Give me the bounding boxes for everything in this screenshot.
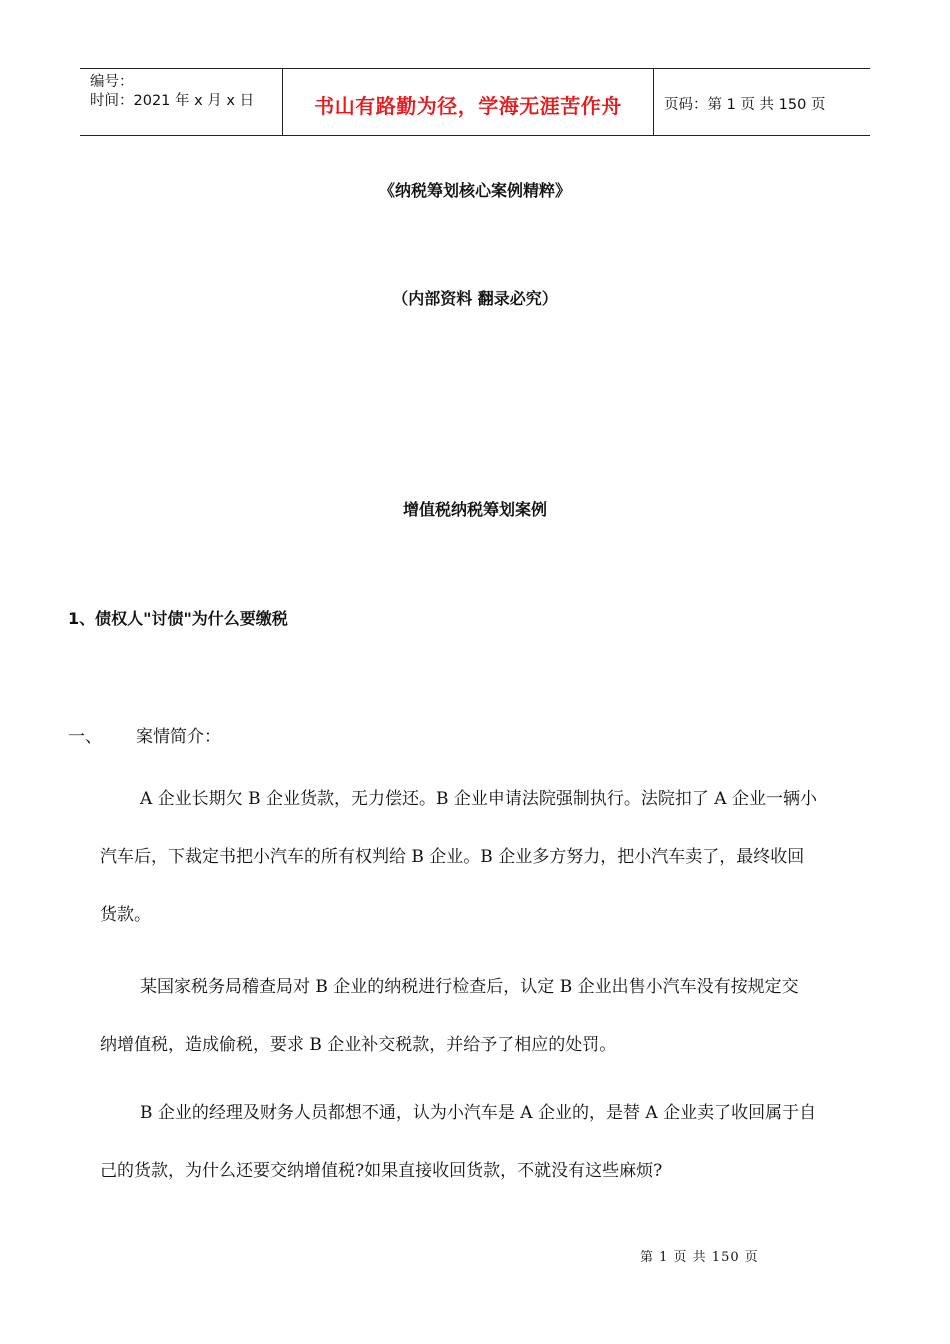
section-heading [68,722,221,747]
header-meta-cell [80,69,282,135]
motto-cell [282,69,654,135]
motto-text: 书山有路勤为径，学海无涯苦作舟 [314,93,622,118]
paragraph [100,958,884,1074]
section-title: 案情简介： [136,727,221,747]
section-number: 一、 [68,727,102,747]
paragraph-line: A 企业长期欠 B 企业货款，无力偿还。B 企业申请法院强制执行。法院扣了 A 企业一辆小 [140,789,817,809]
case-title: 1、债权人"讨债"为什么要缴税 [68,609,288,628]
page-number-cell [654,69,870,135]
document-subtitle: （内部资料 翻录必究） [392,289,558,308]
paragraph-line: 某国家税务局稽查局对 B 企业的纳税进行检查后，认定 B 企业出售小汽车没有按规定交 [140,977,799,997]
paragraph-line: 货款。 [100,905,151,925]
header-table [80,68,870,136]
paragraph-line: 汽车后，下裁定书把小汽车的所有权判给 B 企业。B 企业多方努力，把小汽车卖了，最终收回 [100,847,805,867]
paragraph-line: B 企业的经理及财务人员都想不通，认为小汽车是 A 企业的，是替 A 企业卖了收回属于自 [140,1103,817,1123]
page-label: 页码：第 1 页 共 150 页 [664,96,826,113]
time-label: 时间：2021 年 x 月 x 日 [90,93,255,109]
paragraph-line: 纳增值税，造成偷税，要求 B 企业补交税款，并给予了相应的处罚。 [100,1035,617,1055]
paragraph [100,1084,884,1200]
document-title: 《纳税筹划核心案例精粹》 [378,181,571,200]
paragraph-line: 己的货款，为什么还要交纳增值税?如果直接收回货款，不就没有这些麻烦? [100,1161,663,1181]
chapter-heading: 增值税纳税筹划案例 [402,500,547,519]
footer-page-info: 第 1 页 共 150 页 [640,1250,759,1265]
paragraph [100,770,884,944]
number-label: 编号： [90,74,134,90]
